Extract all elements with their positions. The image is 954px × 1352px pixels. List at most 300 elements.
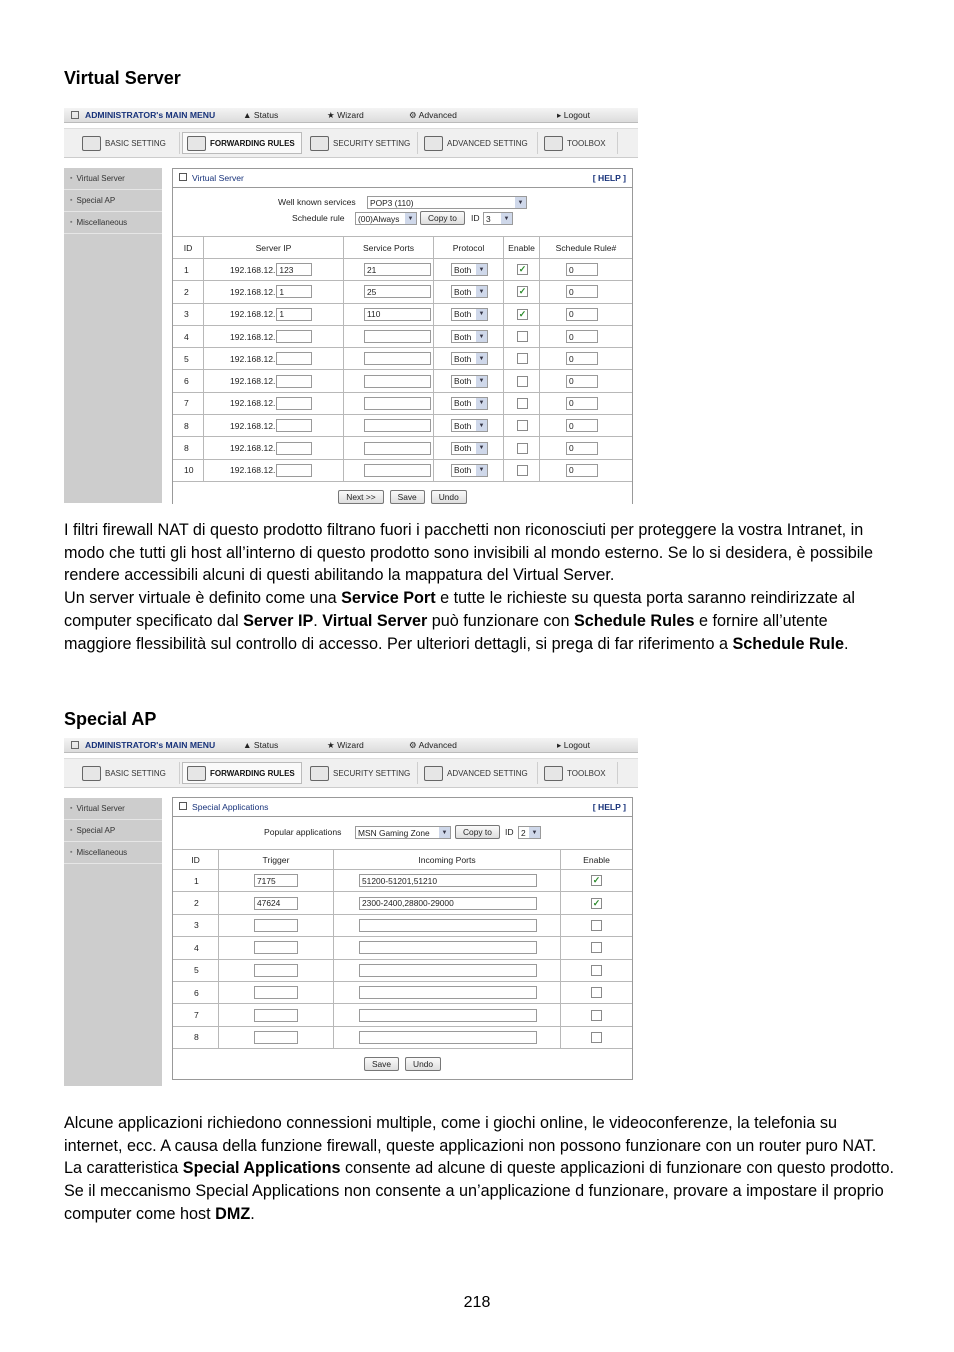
trigger-input[interactable]: [254, 941, 298, 954]
ip-prefix: 192.168.12.: [230, 398, 276, 409]
vs-table-body: [173, 259, 632, 482]
schedule-rule-cell: [540, 348, 632, 369]
incoming-ports-cell: [334, 982, 561, 1003]
trigger-cell: [219, 1027, 334, 1048]
row-id: 2: [173, 892, 219, 913]
tab-basic-setting[interactable]: BASIC SETTING: [78, 762, 180, 784]
protocol-cell: [434, 304, 504, 325]
sa-description: Alcune applicazioni richiedono connessioni multiple, come i giochi online, le videoconferenze, la telefonia su internet, ecc. A causa della funzione firewall, queste applicazioni non possono funzionare con un router puro NAT. La caratteristica Special Applications consente ad alcune di queste applicazioni di funzionare con questo prodotto. Se il meccanismo Special Applications non consente a un’applicazione d funzionare, provare a impostare il proprio computer come host DMZ.: [64, 1114, 894, 1223]
vs-button-row: [173, 482, 632, 512]
chevron-down-icon: ▼: [476, 264, 487, 275]
row-id: 10: [173, 460, 204, 481]
incoming-ports-input[interactable]: [359, 1031, 537, 1044]
protocol-select[interactable]: [451, 285, 488, 298]
enable-checkbox[interactable]: [517, 353, 528, 364]
col-enable: Enable: [504, 237, 540, 258]
enable-cell: [561, 1004, 632, 1025]
security-setting-icon: [310, 766, 329, 781]
protocol-select[interactable]: [451, 464, 488, 477]
row-id: 2: [173, 281, 204, 302]
protocol-cell: [434, 281, 504, 302]
vs-table-header: [173, 237, 632, 259]
page-number: 218: [463, 1294, 491, 1311]
schedule-rule-input[interactable]: 0: [566, 263, 598, 276]
server-ip-cell: [204, 370, 344, 391]
virtual-server-panel: [172, 168, 633, 504]
security-setting-icon: [310, 136, 329, 151]
trigger-cell: [219, 982, 334, 1003]
protocol-value: Both: [454, 286, 472, 297]
row-id: 4: [173, 326, 204, 347]
incoming-ports-input[interactable]: [359, 1009, 537, 1022]
protocol-value: Both: [454, 465, 472, 476]
trigger-cell: [219, 1004, 334, 1025]
service-ports-cell: [344, 304, 434, 325]
enable-checkbox[interactable]: [591, 1010, 602, 1021]
trigger-cell: [219, 870, 334, 891]
main-tabs-bar: [64, 128, 638, 158]
table-row: [173, 915, 632, 937]
sidebar-item-virtual-server[interactable]: ▪ Virtual Server: [64, 798, 162, 820]
row-id: 1: [173, 870, 219, 891]
sidebar-item-miscellaneous[interactable]: ▪ Miscellaneous: [64, 842, 162, 864]
col-id: ID: [173, 850, 219, 869]
trigger-input[interactable]: 47624: [254, 897, 298, 910]
chevron-down-icon: ▼: [476, 309, 487, 320]
protocol-value: Both: [454, 331, 472, 342]
wizard-icon: ★: [327, 739, 338, 750]
panel-header: [173, 798, 632, 817]
incoming-ports-input[interactable]: [359, 919, 537, 932]
chevron-down-icon: ▼: [405, 213, 416, 224]
server-ip-cell: [204, 281, 344, 302]
server-ip-cell: [204, 259, 344, 280]
schedule-rule-input[interactable]: 0: [566, 442, 598, 455]
logout-link[interactable]: ▸ Logout: [557, 739, 590, 750]
server-ip-input[interactable]: 123: [276, 263, 312, 276]
service-ports-cell: [344, 437, 434, 458]
incoming-ports-input[interactable]: 51200-51201,51210: [359, 874, 537, 887]
col-protocol: Protocol: [434, 237, 504, 258]
enable-cell: [504, 326, 540, 347]
enable-checkbox[interactable]: ✓: [518, 308, 527, 319]
ip-prefix: 192.168.12.: [230, 286, 276, 297]
protocol-value: Both: [454, 420, 472, 431]
ip-prefix: 192.168.12.: [230, 353, 276, 364]
admin-main-menu-link[interactable]: ADMINISTRATOR's MAIN MENU: [85, 740, 216, 750]
sa-controls: [173, 817, 632, 850]
enable-checkbox[interactable]: [517, 398, 528, 409]
row-id: 6: [173, 982, 219, 1003]
enable-checkbox[interactable]: ✓: [592, 897, 601, 908]
service-ports-cell: [344, 348, 434, 369]
sidebar: [64, 798, 162, 1086]
incoming-ports-input[interactable]: [359, 941, 537, 954]
basic-setting-icon: [82, 136, 101, 151]
table-row: [173, 982, 632, 1004]
enable-cell: [504, 348, 540, 369]
section-title-virtual-server: Virtual Server: [64, 68, 181, 88]
tab-advanced-setting[interactable]: ADVANCED SETTING: [420, 132, 538, 154]
row-id: 3: [173, 915, 219, 936]
chevron-down-icon: ▼: [476, 443, 487, 454]
tab-toolbox[interactable]: TOOLBOX: [540, 132, 618, 154]
service-port-input[interactable]: [364, 375, 431, 388]
trigger-cell: [219, 937, 334, 958]
schedule-rule-input[interactable]: 0: [566, 464, 598, 477]
protocol-select[interactable]: [451, 352, 488, 365]
col-server-ip: Server IP: [204, 237, 344, 258]
sidebar-item-special-ap[interactable]: ▪ Special AP: [64, 190, 162, 212]
protocol-select[interactable]: [451, 263, 488, 276]
enable-cell: [561, 870, 632, 891]
router-ui-special-ap: [64, 738, 638, 1086]
row-id: 4: [173, 937, 219, 958]
table-row: [173, 460, 632, 482]
service-port-input[interactable]: [364, 419, 431, 432]
trigger-input[interactable]: [254, 1009, 298, 1022]
toolbox-icon: [544, 136, 563, 151]
enable-cell: [504, 460, 540, 481]
panel-title: Special Applications: [179, 802, 268, 812]
enable-cell: [561, 892, 632, 913]
schedule-rule-input[interactable]: 0: [566, 285, 598, 298]
vs-controls: [173, 188, 632, 237]
sa-table-body: [173, 870, 632, 1049]
trigger-input[interactable]: [254, 986, 298, 999]
service-port-input[interactable]: [364, 352, 431, 365]
protocol-select[interactable]: [451, 397, 488, 410]
protocol-cell: [434, 415, 504, 436]
trigger-input[interactable]: [254, 1031, 298, 1044]
chevron-down-icon: ▼: [476, 353, 487, 364]
enable-checkbox[interactable]: ✓: [518, 286, 527, 297]
chevron-down-icon: ▼: [515, 197, 526, 208]
col-schedule-rule: Schedule Rule#: [555, 242, 617, 253]
sa-table-header: [173, 850, 632, 870]
vs-description: I filtri firewall NAT di questo prodotto filtrano fuori i pacchetti non riconosciuti per proteggere la vostra Intranet, in modo che tutti gli host all’interno di questo prodotto sono invisibili al mondo esterno. Se lo si desidera, è possibile rendere accessibili alcuni di questi abilitando la mappatura del Virtual Server. Un server virtuale è definito come una Service Port e tutte le richieste su questa porta saranno reindirizzate al computer specificato dal Server IP. Virtual Server può funzionare con Schedule Rules e fornire all’utente maggiore flessibilità sul controllo di accesso. Per ulteriori dettagli, si prega di far riferimento a Schedule Rule.: [64, 521, 873, 653]
help-link[interactable]: [ HELP ]: [592, 802, 626, 812]
trigger-input[interactable]: [254, 964, 298, 977]
protocol-cell: [434, 460, 504, 481]
help-link[interactable]: [ HELP ]: [592, 173, 626, 183]
status-icon: ▲: [243, 110, 254, 120]
tab-basic-setting[interactable]: BASIC SETTING: [78, 132, 180, 154]
ip-prefix: 192.168.12.: [230, 465, 276, 476]
service-ports-cell: [344, 326, 434, 347]
forwarding-rules-icon: [187, 136, 206, 151]
chevron-down-icon: ▼: [439, 827, 450, 838]
chevron-down-icon: ▼: [476, 420, 487, 431]
table-row: [173, 348, 632, 370]
row-id: 8: [173, 415, 204, 436]
col-trigger: Trigger: [219, 850, 334, 869]
chevron-down-icon: ▼: [529, 827, 540, 838]
enable-checkbox[interactable]: [517, 420, 528, 431]
tab-security-setting[interactable]: SECURITY SETTING: [306, 762, 418, 784]
popular-applications-label: Popular applications: [264, 827, 342, 837]
save-button[interactable]: Save: [364, 1057, 399, 1071]
row-id: 6: [173, 370, 204, 391]
table-row: [173, 304, 632, 326]
protocol-select[interactable]: [451, 419, 488, 432]
protocol-cell: [434, 437, 504, 458]
table-row: [173, 937, 632, 959]
enable-checkbox[interactable]: [517, 376, 528, 387]
schedule-rule-input[interactable]: 0: [566, 308, 598, 321]
wizard-icon: ★: [327, 109, 338, 120]
protocol-select[interactable]: [451, 375, 488, 388]
protocol-select[interactable]: [451, 442, 488, 455]
ip-prefix: 192.168.12.: [230, 309, 276, 320]
incoming-ports-cell: [334, 870, 561, 891]
row-id: 5: [173, 960, 219, 981]
admin-main-menu-link[interactable]: ADMINISTRATOR's MAIN MENU: [85, 110, 216, 120]
logout-arrow-icon: ▸: [557, 109, 564, 120]
incoming-ports-cell: [334, 937, 561, 958]
server-ip-input[interactable]: [276, 330, 312, 343]
schedule-rule-input[interactable]: 0: [566, 375, 598, 388]
enable-cell: [561, 982, 632, 1003]
enable-cell: [504, 304, 540, 325]
tab-security-setting[interactable]: SECURITY SETTING: [306, 132, 418, 154]
incoming-ports-cell: [334, 892, 561, 913]
service-ports-cell: [344, 393, 434, 414]
top-nav-bar: [64, 108, 638, 123]
section-title-special-ap: Special AP: [64, 709, 157, 729]
chevron-down-icon: ▼: [476, 376, 487, 387]
server-ip-cell: [204, 348, 344, 369]
schedule-rule-input[interactable]: 0: [566, 419, 598, 432]
service-port-input[interactable]: [364, 397, 431, 410]
row-id: 8: [173, 437, 204, 458]
schedule-rule-cell: [540, 326, 632, 347]
col-service-ports: Service Ports: [344, 237, 434, 258]
id-label: ID: [471, 213, 480, 223]
server-ip-input[interactable]: [276, 442, 312, 455]
trigger-cell: [219, 915, 334, 936]
enable-checkbox[interactable]: [591, 942, 602, 953]
incoming-ports-input[interactable]: 2300-2400,28800-29000: [359, 897, 537, 910]
undo-button[interactable]: Undo: [405, 1057, 441, 1071]
table-row: [173, 1004, 632, 1026]
enable-checkbox[interactable]: ✓: [592, 875, 601, 886]
status-icon: ▲: [243, 740, 254, 750]
server-ip-input[interactable]: [276, 352, 312, 365]
row-id: 7: [173, 1004, 219, 1025]
service-port-input[interactable]: [364, 442, 431, 455]
service-port-input[interactable]: [364, 330, 431, 343]
tab-advanced-setting[interactable]: ADVANCED SETTING: [420, 762, 538, 784]
schedule-rule-cell: [540, 415, 632, 436]
save-button[interactable]: Save: [390, 490, 425, 504]
id-select[interactable]: 3 ▼: [483, 212, 513, 225]
enable-checkbox[interactable]: [591, 987, 602, 998]
row-id: 8: [173, 1027, 219, 1048]
row-id: 7: [173, 393, 204, 414]
incoming-ports-cell: [334, 1004, 561, 1025]
panel-title: Virtual Server: [179, 173, 244, 183]
protocol-select[interactable]: [451, 308, 488, 321]
table-row: [173, 370, 632, 392]
well-known-services-select[interactable]: POP3 (110) ▼: [367, 196, 527, 209]
protocol-cell: [434, 393, 504, 414]
ip-prefix: 192.168.12.: [230, 443, 276, 454]
service-ports-cell: [344, 370, 434, 391]
server-ip-input[interactable]: 1: [276, 285, 312, 298]
server-ip-cell: [204, 304, 344, 325]
incoming-ports-cell: [334, 915, 561, 936]
enable-checkbox[interactable]: [517, 443, 528, 454]
logout-arrow-icon: ▸: [557, 739, 564, 750]
sidebar-item-miscellaneous[interactable]: ▪ Miscellaneous: [64, 212, 162, 234]
protocol-cell: [434, 326, 504, 347]
copy-to-button[interactable]: Copy to: [455, 825, 500, 839]
server-ip-cell: [204, 460, 344, 481]
protocol-value: Both: [454, 398, 472, 409]
ip-prefix: 192.168.12.: [230, 264, 276, 275]
schedule-rule-cell: [540, 437, 632, 458]
incoming-ports-input[interactable]: [359, 986, 537, 999]
schedule-rule-input[interactable]: 0: [566, 352, 598, 365]
row-id: 5: [173, 348, 204, 369]
popular-applications-select[interactable]: MSN Gaming Zone ▼: [355, 826, 451, 839]
schedule-rule-cell: [540, 259, 632, 280]
enable-cell: [504, 370, 540, 391]
tab-forwarding-rules[interactable]: FORWARDING RULES: [182, 132, 302, 154]
table-row: [173, 892, 632, 914]
schedule-rule-input[interactable]: 0: [566, 330, 598, 343]
schedule-rule-cell: [540, 304, 632, 325]
protocol-value: Both: [454, 353, 472, 364]
basic-setting-icon: [82, 766, 101, 781]
server-ip-cell: [204, 393, 344, 414]
server-ip-input[interactable]: [276, 464, 312, 477]
schedule-rule-cell: [540, 281, 632, 302]
forwarding-rules-icon: [187, 766, 206, 781]
col-id: ID: [173, 237, 204, 258]
enable-checkbox[interactable]: [517, 331, 528, 342]
enable-checkbox[interactable]: [591, 920, 602, 931]
chevron-down-icon: ▼: [476, 465, 487, 476]
next-button[interactable]: Next >>: [338, 490, 383, 504]
service-ports-cell: [344, 259, 434, 280]
server-ip-input[interactable]: 1: [276, 308, 312, 321]
table-row: [173, 960, 632, 982]
menu-square-icon: [71, 111, 79, 119]
protocol-select[interactable]: [451, 330, 488, 343]
server-ip-cell: [204, 415, 344, 436]
vs-paragraph-1: I filtri firewall NAT di questo prodotto filtrano fuori i pacchetti non riconosciuti per proteggere la vostra Intranet, in modo che tutti gli host all’interno di questo prodotto sono invisibili al mondo esterno. Se lo si desidera, è possibile rendere accessibili alcuni di questi abilitando la mappatura del Virtual Server.: [64, 521, 873, 585]
router-ui-virtual-server: [64, 108, 638, 503]
trigger-input[interactable]: 7175: [254, 874, 298, 887]
table-row: [173, 393, 632, 415]
chevron-down-icon: ▼: [476, 286, 487, 297]
undo-button[interactable]: Undo: [431, 490, 467, 504]
schedule-rule-select[interactable]: (00)Always ▼: [355, 212, 417, 225]
table-row: [173, 870, 632, 892]
server-ip-cell: [204, 437, 344, 458]
status-link[interactable]: ▲ Status: [243, 110, 279, 120]
row-id: 1: [173, 259, 204, 280]
table-row: [173, 326, 632, 348]
incoming-ports-input[interactable]: [359, 964, 537, 977]
ip-prefix: 192.168.12.: [230, 420, 276, 431]
enable-cell: [504, 259, 540, 280]
schedule-rule-cell: [540, 370, 632, 391]
table-row: [173, 281, 632, 303]
advanced-link[interactable]: ⚙ Advanced: [409, 739, 457, 750]
enable-checkbox[interactable]: [591, 1032, 602, 1043]
sidebar-item-special-ap[interactable]: ▪ Special AP: [64, 820, 162, 842]
enable-cell: [561, 960, 632, 981]
protocol-value: Both: [454, 443, 472, 454]
table-row: [173, 259, 632, 281]
top-nav-bar: [64, 738, 638, 753]
id-select[interactable]: 2 ▼: [518, 826, 541, 839]
enable-checkbox[interactable]: [591, 965, 602, 976]
toolbox-icon: [544, 766, 563, 781]
table-row: [173, 415, 632, 437]
server-ip-input[interactable]: [276, 375, 312, 388]
service-port-input[interactable]: 21: [364, 263, 431, 276]
wizard-link[interactable]: ★ Wizard: [327, 109, 364, 120]
protocol-cell: [434, 348, 504, 369]
trigger-cell: [219, 960, 334, 981]
tab-forwarding-rules[interactable]: FORWARDING RULES: [182, 762, 302, 784]
logout-link[interactable]: ▸ Logout: [557, 109, 590, 120]
col-enable: Enable: [583, 854, 610, 865]
schedule-rule-input[interactable]: 0: [566, 397, 598, 410]
service-ports-cell: [344, 460, 434, 481]
service-port-input[interactable]: 110: [364, 308, 431, 321]
tab-toolbox[interactable]: TOOLBOX: [540, 762, 618, 784]
special-applications-panel: [172, 797, 633, 1080]
sidebar-item-virtual-server[interactable]: ▪ Virtual Server: [64, 168, 162, 190]
service-port-input[interactable]: [364, 464, 431, 477]
service-ports-cell: [344, 281, 434, 302]
id-label: ID: [505, 827, 514, 837]
status-link[interactable]: ▲ Status: [243, 740, 279, 750]
enable-cell: [561, 937, 632, 958]
server-ip-input[interactable]: [276, 419, 312, 432]
protocol-value: Both: [454, 309, 472, 320]
schedule-rule-cell: [540, 393, 632, 414]
schedule-rule-cell: [540, 460, 632, 481]
copy-to-button[interactable]: Copy to: [420, 211, 465, 225]
service-port-input[interactable]: 25: [364, 285, 431, 298]
advanced-icon: ⚙: [409, 109, 419, 120]
well-known-services-label: Well known services: [278, 197, 356, 207]
main-tabs-bar: [64, 758, 638, 788]
enable-checkbox[interactable]: [517, 465, 528, 476]
protocol-cell: [434, 370, 504, 391]
enable-checkbox[interactable]: ✓: [518, 264, 527, 275]
chevron-down-icon: ▼: [476, 398, 487, 409]
advanced-link[interactable]: ⚙ Advanced: [409, 109, 457, 120]
wizard-link[interactable]: ★ Wizard: [327, 739, 364, 750]
enable-cell: [561, 915, 632, 936]
col-incoming-ports: Incoming Ports: [334, 850, 561, 869]
protocol-cell: [434, 259, 504, 280]
row-id: 3: [173, 304, 204, 325]
trigger-input[interactable]: [254, 919, 298, 932]
enable-cell: [561, 1027, 632, 1048]
advanced-setting-icon: [424, 136, 443, 151]
server-ip-input[interactable]: [276, 397, 312, 410]
protocol-value: Both: [454, 264, 472, 275]
service-ports-cell: [344, 415, 434, 436]
